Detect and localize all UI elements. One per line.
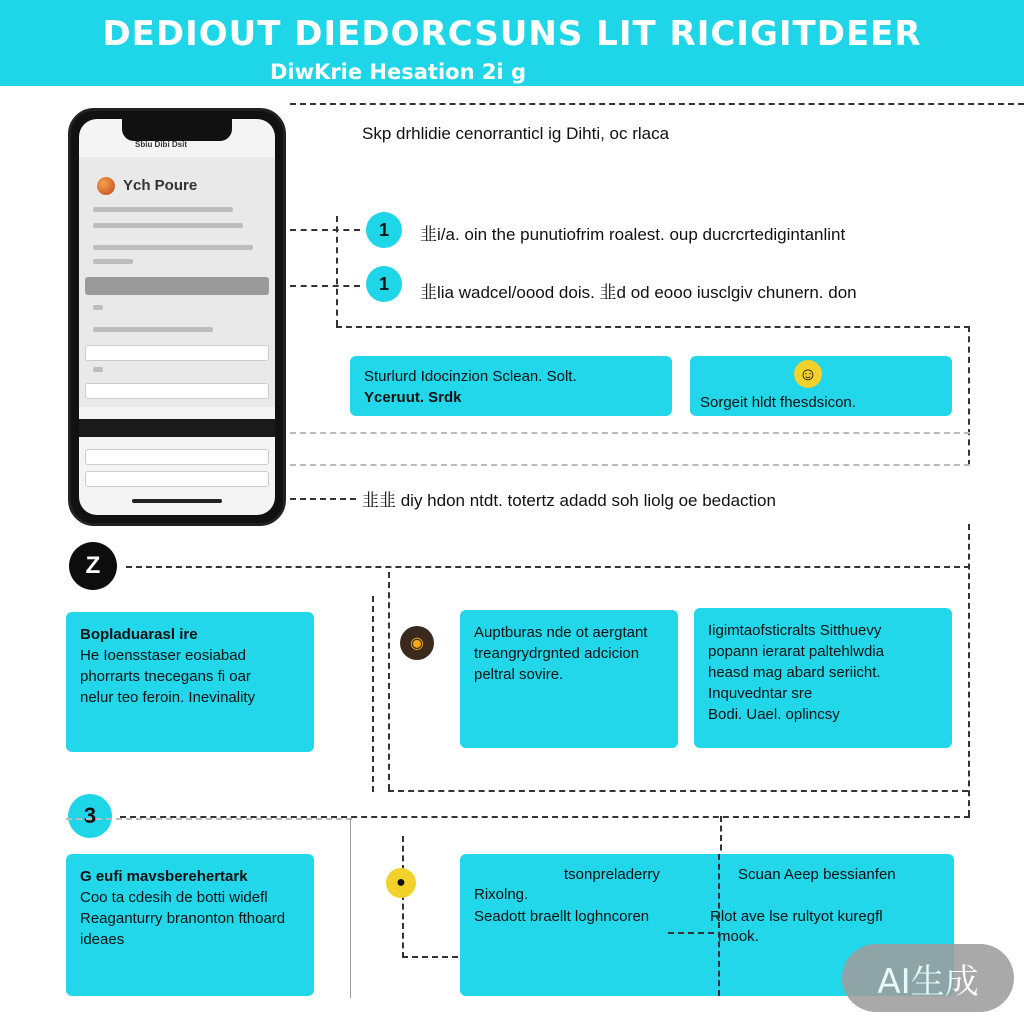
- card-text: peltral sovire.: [474, 666, 564, 683]
- connector-line: [372, 596, 374, 792]
- list-item[interactable]: [85, 449, 269, 465]
- app-title: Ych Poure: [123, 177, 198, 194]
- connector-line: [968, 326, 970, 466]
- step2-card-1: [66, 612, 314, 752]
- card-text: Scuan Aeep bessianfen: [738, 866, 896, 883]
- card-text: treangrydrgnted adcicion: [474, 645, 640, 662]
- page-title: DEDIOUT DIEDORCSUNS LIT RICIGITDEER: [102, 14, 922, 54]
- card-title: Yceruut. Srdk: [364, 389, 462, 406]
- step-number-badge: 3: [68, 794, 112, 838]
- card-text: Inquvedntar sre: [708, 685, 813, 702]
- card-text: He Ioensstaser eosiabad: [80, 647, 246, 664]
- step1-heading: Skp drhlidie cenorranticl ig Dihti, oc rlaca: [362, 124, 670, 143]
- step1-card-left: [350, 356, 672, 416]
- step-number-badge: 1: [366, 266, 402, 302]
- robot-icon: ◉: [400, 626, 434, 660]
- card-text: heasd mag abard seriicht.: [708, 664, 881, 681]
- card-text: Iigimtaofsticralts Sitthuevy: [708, 622, 882, 639]
- connector-line: [336, 216, 338, 326]
- text-line: [93, 367, 103, 372]
- connector-line: [718, 854, 720, 996]
- phone-mockup: [68, 108, 286, 526]
- bee-icon: ●: [386, 868, 416, 898]
- ai-generated-badge: AI生成: [842, 944, 1014, 1012]
- card-text: popann ierarat paltehlwdia: [708, 643, 884, 660]
- list-item[interactable]: [85, 383, 269, 399]
- step2-card-3: [694, 608, 952, 748]
- selected-row[interactable]: [85, 277, 269, 295]
- card-text: Rlot ave lse rultyot kuregfl: [710, 908, 883, 925]
- card-text: Coo ta cdesih de botti widefl: [80, 889, 268, 906]
- connector-line: [668, 932, 714, 934]
- connector-line: [388, 572, 390, 790]
- step1-card-right: [690, 356, 952, 416]
- card-title: Bopladuarasl ire: [80, 626, 198, 643]
- card-text: Sorgeit hldt fhesdsicon.: [700, 394, 856, 411]
- phone-notch: [122, 119, 232, 141]
- card-text: Auptburas nde ot aergtant: [474, 624, 648, 641]
- card-text: tsonpreladerry: [564, 866, 660, 883]
- card-text: Sturlurd Idocinzion Sclean. Solt.: [364, 368, 577, 385]
- app-logo-icon: [97, 177, 115, 195]
- connector-line: [66, 818, 352, 820]
- step3-card-1: [66, 854, 314, 996]
- card-text: nelur teo feroin. Inevinality: [80, 689, 256, 706]
- text-line: [93, 207, 233, 212]
- text-line: [93, 305, 103, 310]
- card-text: Bodi. Uael. oplincsy: [708, 706, 840, 723]
- card-text: Reaganturry branonton fthoard: [80, 910, 286, 927]
- card-text: phorrarts tnecegans fi oar: [80, 668, 251, 685]
- connector-line: [290, 229, 360, 231]
- connector-line: [388, 790, 968, 792]
- step1-item2-text: 韭lia wadcel/oood dois. 韭d od eooo iusclgiv chunern. don: [420, 283, 857, 302]
- page-subtitle: DiwKrie Hesation 2i g: [270, 60, 526, 84]
- step1-item1-text: 韭i/a. oin the punutiofrim roalest. oup ducrcrtedigintanlint: [420, 225, 846, 244]
- connector-line: [290, 498, 356, 500]
- phone-status-bar: Sbiu Dibi Dsit: [135, 140, 187, 149]
- smile-icon: ☺: [794, 360, 822, 388]
- card-text: Seadott braellt loghncoren: [474, 908, 650, 925]
- phone-screen: [79, 119, 275, 515]
- connector-line: [126, 566, 970, 568]
- text-line: [93, 259, 133, 264]
- step-number-badge: Z: [69, 542, 117, 590]
- card-text: Rixolng.: [474, 886, 529, 903]
- text-line: [93, 223, 243, 228]
- home-indicator: [132, 499, 222, 503]
- connector-line: [350, 818, 351, 998]
- step-number-badge: 1: [366, 212, 402, 248]
- card-text: mook.: [718, 928, 759, 945]
- connector-line: [290, 464, 970, 466]
- list-item[interactable]: [85, 345, 269, 361]
- card-title: G eufi mavsberehertark: [80, 868, 248, 885]
- phone-divider: [79, 419, 275, 437]
- divider-line: [290, 103, 1024, 105]
- list-item[interactable]: [85, 471, 269, 487]
- card-text: ideaes: [80, 931, 125, 948]
- connector-line: [968, 524, 970, 816]
- connector-line: [402, 956, 458, 958]
- step2-card-2: [460, 610, 678, 748]
- connector-line: [336, 326, 970, 328]
- connector-line: [290, 432, 970, 434]
- step1-footer-text: 韭韭 diy hdon ntdt. totertz adadd soh liolg oe bedaction: [362, 491, 776, 510]
- connector-line: [290, 285, 360, 287]
- text-line: [93, 327, 213, 332]
- text-line: [93, 245, 253, 250]
